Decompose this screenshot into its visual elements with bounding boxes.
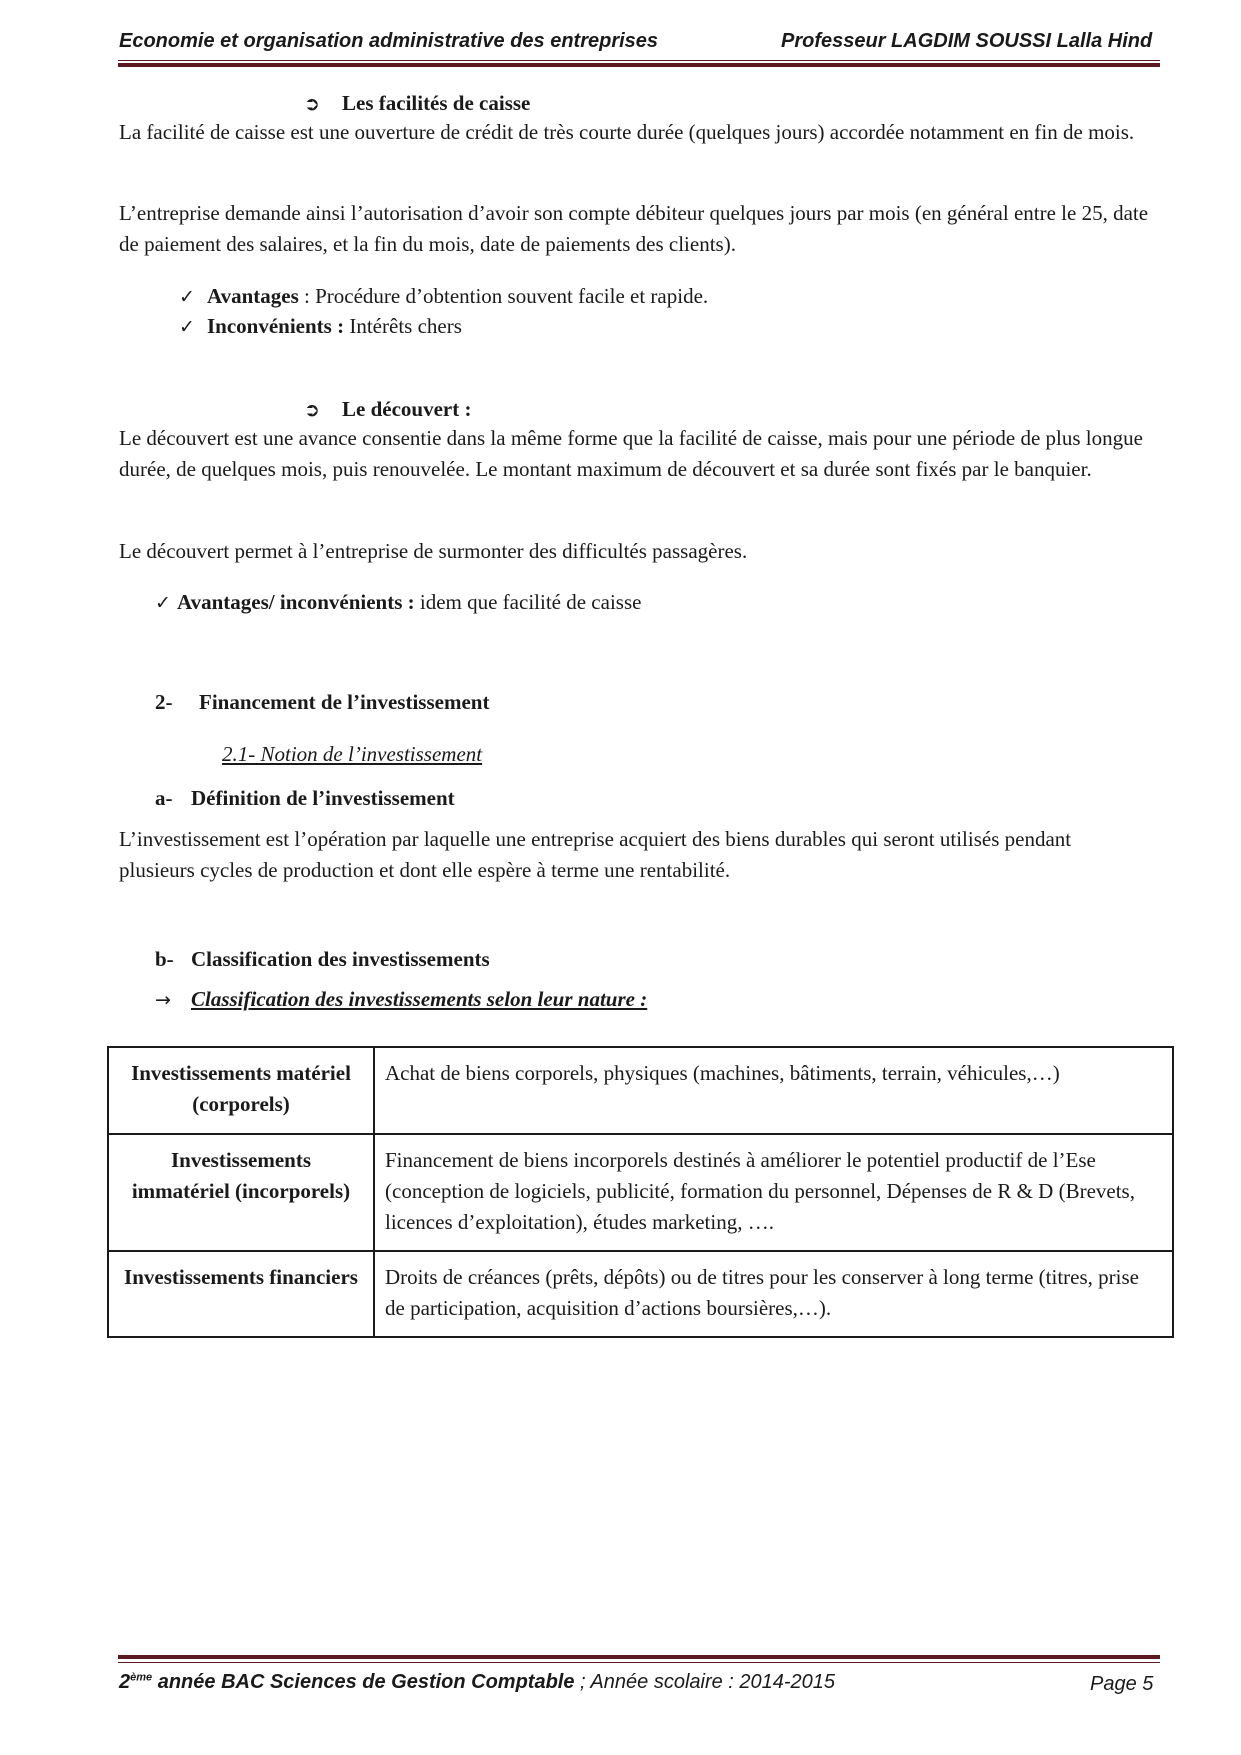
footer-sup: ème (130, 1671, 153, 1684)
table-cell-desc: Achat de biens corporels, physiques (machines, bâtiments, terrain, véhicules,…) (374, 1047, 1173, 1134)
table-row (108, 1251, 1173, 1337)
check-icon: ✓ (179, 286, 195, 308)
table-row (108, 1047, 1173, 1134)
decouvert-av-label: Avantages/ inconvénients : (177, 590, 415, 614)
header-right: Professeur LAGDIM SOUSSI Lalla Hind (781, 30, 1153, 52)
section2-number: 2- (155, 690, 173, 714)
decouvert-p1: Le découvert est une avance consentie dans la même forme que la facilité de caisse, mais pour une période de plus longue durée, de quelques mois, puis renouvelée. Le montant maximum de découvert et sa durée sont fixés par le banquier. (119, 426, 1143, 481)
classification-sub-text: Classification des investissements selon leur nature : (191, 987, 648, 1011)
right-arrow-icon: → (155, 989, 171, 1011)
classification-letter: b- (155, 947, 174, 971)
avantages-text: : Procédure d’obtention souvent facile et rapide. (298, 284, 709, 308)
footer-rule (118, 1655, 1160, 1659)
decouvert-avantages (155, 587, 641, 619)
page-number: Page 5 (1090, 1673, 1154, 1695)
footer-rule-thin (118, 1662, 1160, 1663)
definition-title: Définition de l’investissement (191, 786, 455, 810)
facilites-p1: La facilité de caisse est une ouverture de crédit de très courte durée (quelques jours) accordée notamment en fin de mois. (119, 120, 1135, 144)
footer-bold: année BAC Sciences de Gestion Comptable (152, 1671, 575, 1693)
arrow-circle-icon: ➲ (304, 93, 320, 115)
facilites-inconvenients (179, 311, 462, 343)
footer-rest: ; Année scolaire : 2014-2015 (574, 1671, 836, 1693)
header-left: Economie et organisation administrative des entreprises (119, 30, 659, 52)
definition-heading (155, 786, 455, 811)
section2-heading (155, 690, 489, 715)
section2-sub: 2.1- Notion de l’investissement (222, 742, 483, 766)
header-rule (118, 63, 1160, 67)
definition-text: L’investissement est l’opération par laquelle une entreprise acquiert des biens durables qui seront utilisés pendant plusieurs cycles de production et dont elle espère à terme une rentabilité. (119, 827, 1072, 882)
footer-left (119, 1671, 835, 1694)
classification-sub (155, 987, 647, 1012)
section2-title: Financement de l’investissement (199, 690, 490, 714)
decouvert-title (304, 397, 471, 422)
table-cell-desc: Droits de créances (prêts, dépôts) ou de titres pour les conserver à long terme (titres, prise de participation, acquisition d’actions boursières,…). (374, 1251, 1173, 1337)
classification-title: Classification des investissements (191, 947, 490, 971)
table-cell-desc: Financement de biens incorporels destinés à améliorer le potentiel productif de l’Ese (conception de logiciels, publicité, formation du personnel, Dépenses de R & D (Brevets, licences d’exploitation), études marketing, …. (374, 1134, 1173, 1251)
facilites-title-text: Les facilités de caisse (342, 91, 531, 115)
facilites-p2: L’entreprise demande ainsi l’autorisation d’avoir son compte débiteur quelques jours par mois (en général entre le 25, date de paiement des salaires, et la fin du mois, date de paiements des clients). (119, 201, 1149, 256)
definition-letter: a- (155, 786, 173, 810)
inconv-text: Intérêts chers (344, 314, 462, 338)
table-cell-label: Investissements financiers (108, 1251, 374, 1337)
facilites-avantages (179, 281, 708, 313)
inconv-label: Inconvénients : (207, 314, 345, 338)
check-icon: ✓ (179, 316, 195, 338)
decouvert-title-text: Le découvert : (342, 397, 472, 421)
table-row (108, 1134, 1173, 1251)
table-cell-label: Investissements immatériel (incorporels) (108, 1134, 374, 1251)
decouvert-p2: Le découvert permet à l’entreprise de surmonter des difficultés passagères. (119, 539, 748, 563)
facilites-title (304, 91, 530, 116)
avantages-label: Avantages (207, 284, 299, 308)
check-icon: ✓ (155, 592, 171, 614)
decouvert-av-text: idem que facilité de caisse (414, 590, 642, 614)
header-rule-thin (118, 60, 1160, 61)
classification-heading (155, 947, 490, 972)
footer-level: 2 (119, 1671, 131, 1693)
table-cell-label: Investissements matériel (corporels) (108, 1047, 374, 1134)
investments-table (107, 1046, 1174, 1338)
arrow-circle-icon: ➲ (304, 399, 320, 421)
